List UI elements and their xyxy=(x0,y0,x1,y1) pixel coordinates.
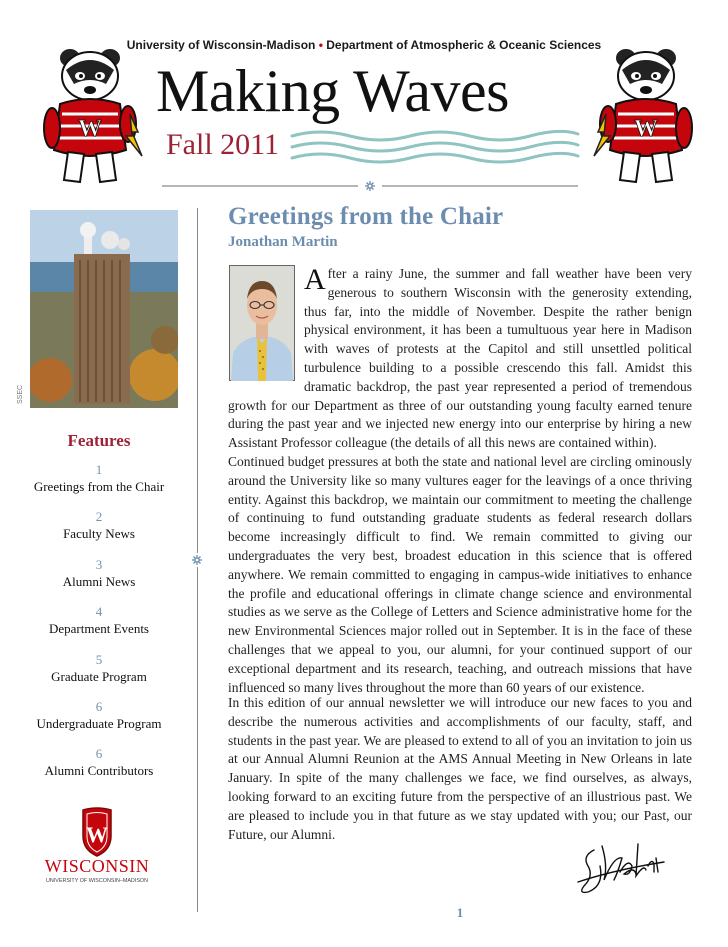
department-name: Department of Atmospheric & Oceanic Sciences xyxy=(326,38,602,52)
bucky-badger-mascot-left-icon xyxy=(34,40,146,190)
university-name: University of Wisconsin-Madison xyxy=(126,38,316,52)
snowflake-ornament-icon xyxy=(365,181,375,191)
feature-label: Graduate Program xyxy=(51,669,147,684)
logo-subtitle: UNIVERSITY OF WISCONSIN–MADISON xyxy=(45,878,149,884)
feature-page-number: 6 xyxy=(95,746,103,761)
feature-page-number: 3 xyxy=(95,557,103,572)
paragraph-1-text: fter a rainy June, the summer and fall weather have been very generous to southern Wisconsin with the generosity extending, thus far, into the middle of November. Despite the rather benign physical environment, it has been a tumultuous year here in Madison with waves of protests at the Capitol and still unsettled political turbulence building to a possible crescendo this fall. Amidst this dramatic backdrop, the past year represented a period of tremendous growth for our Department as three of our outstanding young faculty earned tenure during the past year and we injected new energy into our enterprise by hiring a new Assistant Professor colleague (the details of all this news are contained within). xyxy=(228,266,692,451)
logo-wordmark: WISCONSIN xyxy=(44,856,150,876)
feature-item[interactable] xyxy=(24,604,174,637)
drop-cap: A xyxy=(304,263,326,296)
snowflake-ornament-icon xyxy=(190,553,204,567)
crest-icon xyxy=(83,808,111,856)
feature-label: Alumni Contributors xyxy=(44,763,154,778)
masthead-divider xyxy=(162,180,578,192)
wisconsin-logo xyxy=(42,806,152,886)
feature-item[interactable] xyxy=(24,462,174,495)
photo-credit: SSEC xyxy=(17,384,24,404)
article-title: Greetings from the Chair xyxy=(228,203,504,230)
article-paragraph-1 xyxy=(228,265,692,453)
affiliation-line xyxy=(120,38,608,52)
feature-item[interactable] xyxy=(24,652,174,685)
chair-signature-icon xyxy=(574,836,670,900)
features-heading: Features xyxy=(67,431,131,450)
article-author: Jonathan Martin xyxy=(228,234,338,250)
feature-page-number: 6 xyxy=(95,699,103,714)
feature-page-number: 1 xyxy=(95,462,103,477)
feature-label: Undergraduate Program xyxy=(36,716,162,731)
feature-item[interactable] xyxy=(24,509,174,542)
feature-page-number: 4 xyxy=(95,604,103,619)
waves-decoration-icon xyxy=(290,128,580,172)
svg-text:W: W xyxy=(78,116,102,142)
page-number: 1 xyxy=(456,905,464,920)
feature-item[interactable] xyxy=(24,699,174,732)
newsletter-title: Making Waves xyxy=(156,58,510,124)
feature-label: Alumni News xyxy=(62,574,136,589)
feature-item[interactable] xyxy=(24,746,174,779)
feature-label: Faculty News xyxy=(63,526,135,541)
feature-label: Greetings from the Chair xyxy=(33,479,165,494)
article-paragraph-2: Continued budget pressures at both the state and national level are circling ominously around the University like so many vultures eager for the leavings of a once thriving entity. Against this backdrop, we maintain our commitment to meeting the challenge of continuing to fund outstanding graduate students as federal research dollars become increasingly difficult to find. We remain committed to giving our undergraduates the very best, broadest education in this science that is offered anywhere. We remain committed to engaging in campus-wide initiatives to enhance the profile and educational offerings in climate change science and environmental studies as we serve as the College of Letters and Science administrative home for the new Environmental Sciences major rolled out in September. It is in the face of these challenges that we appeal to you, our alumni, for your continued support of our exceptional department and its research, teaching, and outreach missions that have influenced so many lives throughout the more than 60 years of our existence. xyxy=(228,454,692,695)
feature-page-number: 5 xyxy=(95,652,103,667)
issue-label: Fall 2011 xyxy=(166,128,280,161)
affiliation-separator: • xyxy=(318,38,323,52)
feature-item[interactable] xyxy=(24,557,174,590)
svg-text:W: W xyxy=(634,116,658,142)
campus-building-photo xyxy=(30,210,178,408)
feature-label: Department Events xyxy=(49,621,149,636)
svg-text:W: W xyxy=(86,822,108,847)
article-paragraph-3: In this edition of our annual newsletter we will introduce our new faces to you and describe the numerous activities and accomplishments of our faculty, staff, and students in the past year. We are pleased to extend to all of you an invitation to join us at our Annual Alumni Reunion at the AMS Annual Meeting in New Orleans in late January. In spite of the many challenges we face, we find ourselves, as always, looking forward to an exciting future from the perspective of an illustrious past. We are pleased to include you in that future as we stay updated with you; our Past, our Future, our Alumni. xyxy=(228,695,692,842)
bucky-badger-mascot-right-icon xyxy=(590,40,702,190)
feature-page-number: 2 xyxy=(95,509,103,524)
